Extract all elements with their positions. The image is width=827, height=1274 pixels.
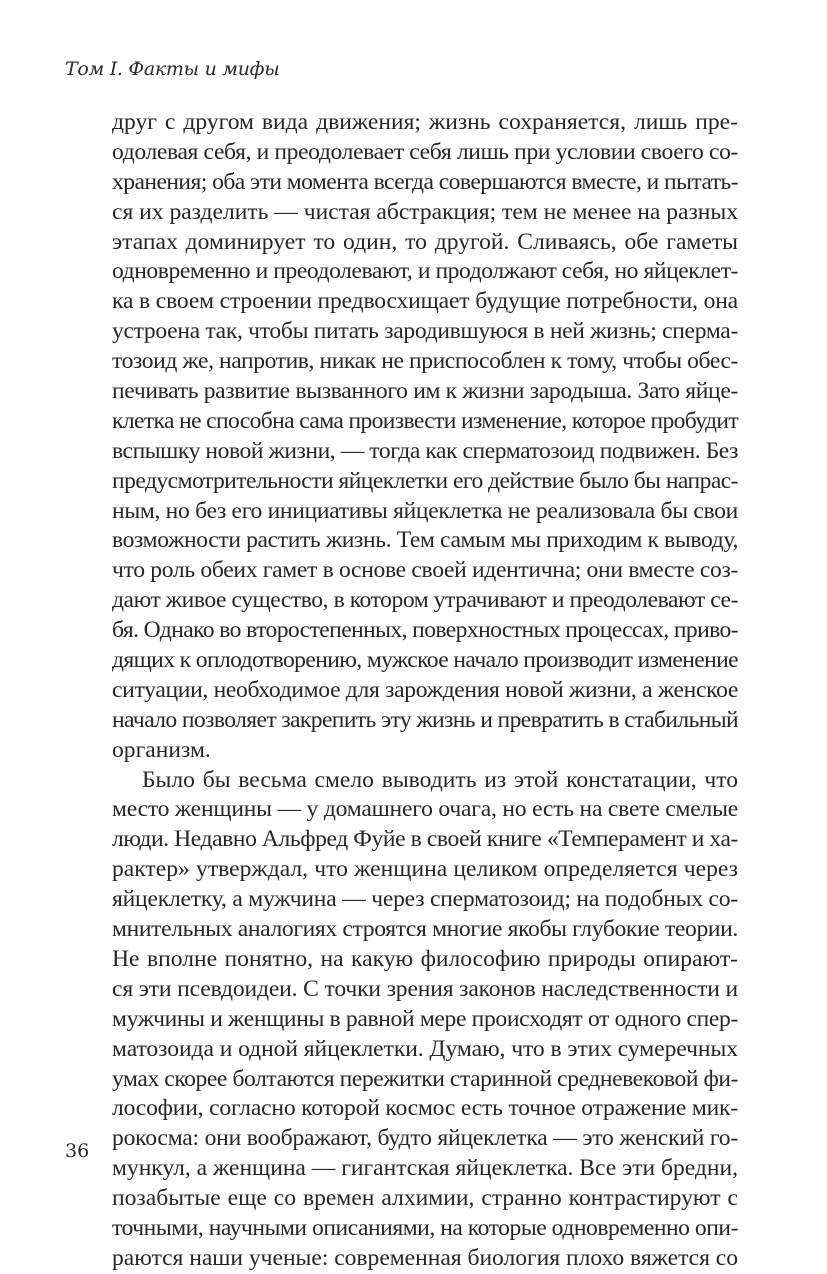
- text-line: предусмотрительности яйцеклетки его действие было бы напрас-: [112, 467, 738, 494]
- text-line: рокосма: они воображают, будто яйцеклетка — это женский го-: [112, 1125, 738, 1152]
- text-line: раются наши ученые: современная биология плохо вяжется со: [112, 1244, 739, 1271]
- text-line: этапах доминирует то один, то другой. Сливаясь, обе гаметы: [112, 228, 738, 255]
- text-line: Было бы весьма смело выводить из этой констатации, что: [142, 766, 738, 793]
- text-line: ся эти псевдоидеи. С точки зрения законов наследственности и: [112, 975, 738, 1002]
- text-line: матозоида и одной яйцеклетки. Думаю, что в этих сумеречных: [112, 1035, 738, 1062]
- text-line: люди. Недавно Альфред Фуйе в своей книге «Темперамент и ха-: [112, 826, 738, 853]
- text-line: одолевая себя, и преодолевает себя лишь при условии своего со-: [112, 138, 738, 165]
- text-line: печивать развитие вызванного им к жизни зародыша. Зато яйце-: [112, 378, 738, 405]
- text-line: умах скорее болтаются пережитки старинной средневековой фи-: [112, 1065, 738, 1092]
- body-text: [112, 108, 738, 1274]
- text-line: вспышку новой жизни, — тогда как сперматозоид подвижен. Без: [112, 437, 738, 464]
- text-line: мужчины и женщины в равной мере происходят от одного спер-: [112, 1005, 738, 1032]
- paragraph: [112, 766, 738, 1274]
- text-line: ным, но без его инициативы яйцеклетка не реализовала бы свои: [112, 497, 738, 524]
- text-line: бя. Однако во второстепенных, поверхностных процессах, приво-: [112, 617, 738, 644]
- running-head-title: Том I. Факты и мифы: [65, 58, 280, 80]
- text-line: дящих к оплодотворению, мужское начало производит изменение: [112, 647, 738, 674]
- text-line: хранения; оба эти момента всегда совершаются вместе, и пытать-: [112, 168, 738, 195]
- text-line: ситуации, необходимое для зарождения новой жизни, а женское: [112, 676, 738, 703]
- text-line: ся их разделить — чистая абстракция; тем не менее на разных: [112, 198, 738, 225]
- text-line: дают живое существо, в котором утрачивают и преодолевают се-: [112, 587, 738, 614]
- text-line: организм.: [112, 736, 211, 763]
- page-number: 36: [65, 1140, 90, 1162]
- text-line: тозоид же, напротив, никак не приспособлен к тому, чтобы обес-: [112, 348, 738, 375]
- text-line: мункул, а женщина — гигантская яйцеклетка. Все эти бредни,: [112, 1155, 738, 1182]
- text-line: точными, научными описаниями, на которые одновременно опи-: [112, 1214, 738, 1241]
- text-line: лософии, согласно которой космос есть точное отражение мик-: [112, 1095, 738, 1122]
- paragraph: [112, 108, 738, 766]
- text-line: мнительных аналогиях строятся многие якобы глубокие теории.: [112, 916, 738, 943]
- text-line: что роль обеих гамет в основе своей идентична; они вместе соз-: [112, 557, 738, 584]
- text-line: Не вполне понятно, на какую философию природы опирают-: [112, 945, 738, 972]
- text-line: место женщины — у домашнего очага, но есть на свете смелые: [112, 796, 738, 823]
- text-line: рактер» утверждал, что женщина целиком определяется через: [112, 856, 738, 883]
- text-line: друг с другом вида движения; жизнь сохраняется, лишь пре-: [112, 109, 738, 135]
- text-line: ка в своем строении предвосхищает будущие потребности, она: [112, 288, 738, 315]
- text-line: устроена так, чтобы питать зародившуюся в ней жизнь; сперма-: [112, 318, 738, 345]
- text-line: позабытые еще со времен алхимии, странно контрастируют с: [112, 1185, 738, 1212]
- text-line: начало позволяет закрепить эту жизнь и превратить в стабильный: [112, 706, 738, 733]
- text-line: одновременно и преодолевают, и продолжают себя, но яйцеклет-: [112, 258, 738, 285]
- text-line: яйцеклетку, а мужчина — через сперматозоид; на подобных со-: [112, 886, 738, 913]
- text-line: клетка не способна сама произвести изменение, которое пробудит: [112, 407, 738, 434]
- text-line: возможности растить жизнь. Тем самым мы приходим к выводу,: [112, 527, 738, 554]
